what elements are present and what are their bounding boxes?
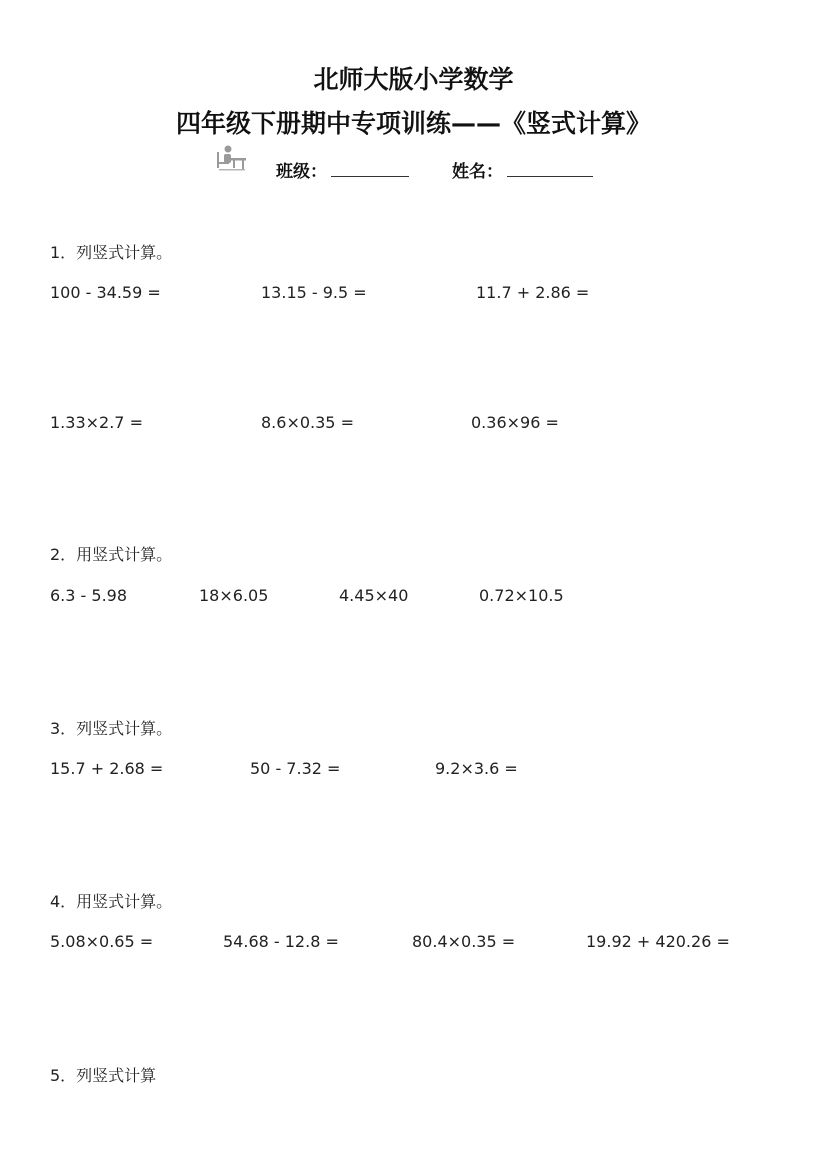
expression: 13.15 - 9.5 = (261, 283, 367, 302)
name-label: 姓名： (452, 162, 503, 182)
question-4-title: 4．用竖式计算。 (50, 892, 173, 911)
expression: 4.45×40 (339, 586, 409, 605)
expression: 54.68 - 12.8 = (223, 932, 339, 951)
expression: 0.72×10.5 (479, 586, 564, 605)
expression: 11.7 + 2.86 = (476, 283, 590, 302)
expression: 0.36×96 = (471, 413, 559, 432)
class-field (276, 157, 409, 182)
question-5-title: 5．列竖式计算 (50, 1066, 157, 1085)
expression: 100 - 34.59 = (50, 283, 161, 302)
student-at-desk-icon (214, 144, 250, 174)
expression: 15.7 + 2.68 = (50, 759, 164, 778)
expression: 18×6.05 (199, 586, 269, 605)
question-1-title: 1．列竖式计算。 (50, 243, 173, 262)
class-blank (331, 162, 409, 177)
expression: 1.33×2.7 = (50, 413, 143, 432)
expression: 9.2×3.6 = (435, 759, 518, 778)
expression: 6.3 - 5.98 (50, 586, 128, 605)
question-2-title: 2．用竖式计算。 (50, 545, 173, 564)
expression: 80.4×0.35 = (412, 932, 516, 951)
question-3-title: 3．列竖式计算。 (50, 719, 173, 738)
class-label: 班级： (276, 162, 327, 182)
expression: 50 - 7.32 = (250, 759, 341, 778)
worksheet-subtitle: 四年级下册期中专项训练——《竖式计算》 (175, 109, 651, 138)
expression: 8.6×0.35 = (261, 413, 354, 432)
name-blank (507, 162, 593, 177)
name-field (452, 157, 593, 182)
worksheet-title: 北师大版小学数学 (313, 65, 514, 94)
expression: 5.08×0.65 = (50, 932, 154, 951)
expression: 19.92 + 420.26 = (586, 932, 730, 951)
